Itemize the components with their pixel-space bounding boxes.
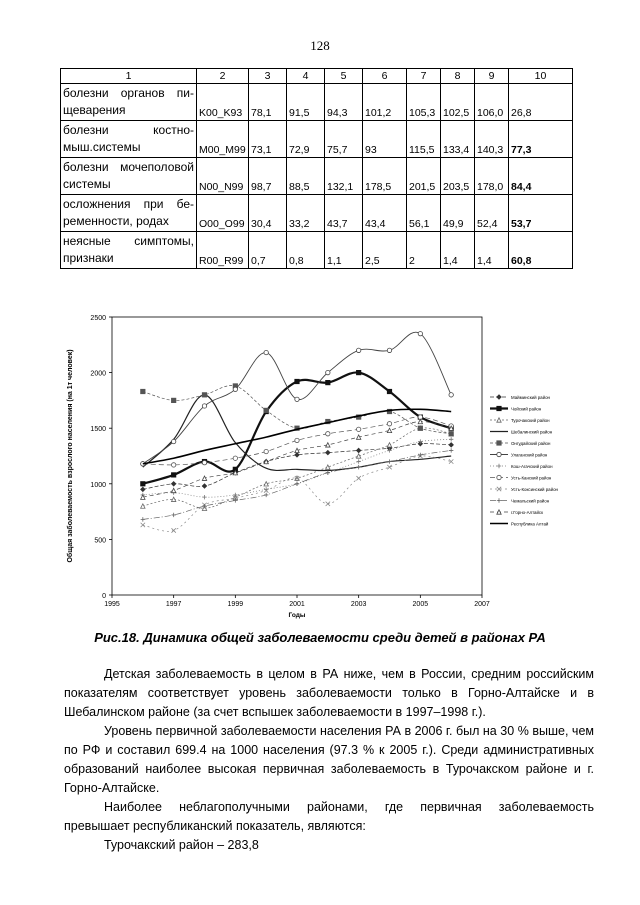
legend-label: Онгудайский район xyxy=(511,441,551,446)
series-group xyxy=(141,419,454,499)
icd-code-cell: N00_N99 xyxy=(197,158,249,195)
data-point xyxy=(497,452,501,456)
data-point xyxy=(171,482,175,486)
value-cell: 178,0 xyxy=(475,158,509,195)
data-point xyxy=(202,460,206,464)
data-point xyxy=(171,513,175,517)
paragraph: Уровень первичной заболеваемости населения РА в 2006 г. был на 30 % выше, чем по РФ и составил 699.4 на 1000 населения (97.3 % к 2005 г.). Среди административных образований наиболее высокая первичная заболеваемость в Турочакском районе и г. Горно-Алтайске. xyxy=(64,724,594,795)
data-point xyxy=(356,465,360,469)
data-point xyxy=(356,348,360,352)
data-point xyxy=(141,487,145,491)
data-point xyxy=(233,456,237,460)
x-tick-label: 2005 xyxy=(412,601,429,608)
value-cell: 0,8 xyxy=(287,232,325,269)
data-point xyxy=(295,482,299,486)
column-header: 3 xyxy=(249,69,287,84)
data-point xyxy=(497,406,501,410)
disease-name-cell: болезни костно-мыш.системы xyxy=(61,121,197,158)
data-point xyxy=(497,475,501,479)
legend-label: Чойский район xyxy=(511,406,542,412)
legend-label: Усть-Канский район xyxy=(511,475,552,481)
series-group xyxy=(141,415,454,467)
data-point xyxy=(202,484,206,488)
value-cell: 201,5 xyxy=(407,158,441,195)
data-point xyxy=(449,432,453,436)
legend-label: Кош-Агачский район xyxy=(511,464,553,469)
legend-label: Усть-Коксинский район xyxy=(511,487,558,492)
data-point xyxy=(264,493,268,497)
data-point xyxy=(497,498,501,502)
table-row xyxy=(61,232,573,269)
value-cell: 106,0 xyxy=(475,84,509,121)
data-point xyxy=(387,389,391,393)
value-cell: 52,4 xyxy=(475,195,509,232)
disease-name-cell: неясные симптомы, признаки xyxy=(61,232,197,269)
data-point xyxy=(356,448,360,452)
y-axis-label: Общая заболеваемость взрослого населения (на 1т человек) xyxy=(67,349,74,563)
x-tick-label: 1995 xyxy=(104,601,120,608)
y-tick-label: 1500 xyxy=(90,426,106,434)
value-cell: 91,5 xyxy=(287,84,325,121)
value-cell: 94,3 xyxy=(325,84,363,121)
value-cell: 115,5 xyxy=(407,121,441,158)
value-cell: 0,7 xyxy=(249,232,287,269)
data-point xyxy=(141,504,145,508)
table-header-row xyxy=(61,69,573,84)
data-point xyxy=(295,453,299,457)
y-tick-label: 0 xyxy=(102,593,106,600)
value-cell: 1,4 xyxy=(475,232,509,269)
value-cell: 88,5 xyxy=(287,158,325,195)
disease-name-cell: осложнения при бе-ременности, родах xyxy=(61,195,197,232)
chart-svg xyxy=(60,305,580,625)
table-row xyxy=(61,121,573,158)
value-cell: 49,9 xyxy=(441,195,475,232)
legend-label: г.Горно-Алтайск xyxy=(511,510,544,515)
data-point xyxy=(387,428,391,432)
data-point xyxy=(326,450,330,454)
value-cell: 77,3 xyxy=(509,121,573,158)
value-cell: 102,5 xyxy=(441,84,475,121)
column-header: 8 xyxy=(441,69,475,84)
data-point xyxy=(387,422,391,426)
data-point xyxy=(202,476,206,480)
figure-caption: Рис.18. Динамика общей заболеваемости среди детей в районах РА xyxy=(94,630,546,645)
value-cell: 105,3 xyxy=(407,84,441,121)
y-tick-label: 2500 xyxy=(90,315,106,322)
data-point xyxy=(418,419,422,423)
data-point xyxy=(326,370,330,374)
data-point xyxy=(497,441,501,445)
data-point xyxy=(497,464,501,468)
value-cell: 98,7 xyxy=(249,158,287,195)
data-point xyxy=(264,459,268,463)
data-point xyxy=(449,443,453,447)
data-point xyxy=(264,449,268,453)
data-point xyxy=(202,504,206,508)
data-point xyxy=(171,473,175,477)
morbidity-chart xyxy=(60,305,580,625)
value-cell: 73,1 xyxy=(249,121,287,158)
value-cell: 178,5 xyxy=(363,158,407,195)
data-point xyxy=(295,379,299,383)
value-cell: 43,7 xyxy=(325,195,363,232)
legend-label: Улаганский район xyxy=(511,452,548,458)
value-cell: 101,2 xyxy=(363,84,407,121)
data-point xyxy=(202,495,206,499)
data-point xyxy=(356,435,360,439)
legend-label: Шебалинский район xyxy=(511,429,553,435)
value-cell: 75,7 xyxy=(325,121,363,158)
data-point xyxy=(264,482,268,486)
x-tick-label: 2003 xyxy=(350,601,367,608)
data-point xyxy=(171,463,175,467)
table-row xyxy=(61,158,573,195)
data-point xyxy=(141,517,145,521)
table-row xyxy=(61,195,573,232)
data-point xyxy=(449,437,453,441)
value-cell: 1,1 xyxy=(325,232,363,269)
data-point xyxy=(233,387,237,391)
value-cell: 26,8 xyxy=(509,84,573,121)
value-cell: 93 xyxy=(363,121,407,158)
data-point xyxy=(171,398,175,402)
value-cell: 72,9 xyxy=(287,121,325,158)
y-tick-label: 1000 xyxy=(90,481,106,489)
data-point xyxy=(356,427,360,431)
value-cell: 33,2 xyxy=(287,195,325,232)
data-point xyxy=(497,510,501,514)
data-point xyxy=(326,432,330,436)
value-cell: 133,4 xyxy=(441,121,475,158)
column-header: 9 xyxy=(475,69,509,84)
icd-code-cell: R00_R99 xyxy=(197,232,249,269)
data-point xyxy=(295,448,299,452)
data-point xyxy=(387,348,391,352)
y-tick-label: 2000 xyxy=(90,370,106,378)
data-point xyxy=(387,443,391,447)
value-cell: 56,1 xyxy=(407,195,441,232)
page-number: 128 xyxy=(310,38,330,53)
icd-code-cell: K00_K93 xyxy=(197,84,249,121)
column-header: 5 xyxy=(325,69,363,84)
data-point xyxy=(418,331,422,335)
data-point xyxy=(326,380,330,384)
data-point xyxy=(356,370,360,374)
value-cell: 84,4 xyxy=(509,158,573,195)
data-point xyxy=(449,448,453,452)
table-row xyxy=(61,84,573,121)
legend-label: Республика Алтай xyxy=(511,521,549,527)
value-cell: 43,4 xyxy=(363,195,407,232)
legend-label: Чемальский район xyxy=(511,498,550,504)
x-tick-label: 2001 xyxy=(289,601,305,608)
data-point xyxy=(141,389,145,393)
value-cell: 60,8 xyxy=(509,232,573,269)
x-tick-label: 1999 xyxy=(227,601,244,608)
data-point xyxy=(264,408,268,412)
column-header: 2 xyxy=(197,69,249,84)
data-point xyxy=(356,476,360,480)
value-cell: 203,5 xyxy=(441,158,475,195)
disease-name-cell: болезни органов пи-щеварения xyxy=(61,84,197,121)
data-point xyxy=(418,426,422,430)
value-cell: 1,4 xyxy=(441,232,475,269)
data-point xyxy=(202,393,206,397)
data-point xyxy=(356,454,360,458)
legend-label: Майминский район xyxy=(511,395,550,400)
value-cell: 140,3 xyxy=(475,121,509,158)
column-header: 7 xyxy=(407,69,441,84)
paragraph: Наиболее неблагополучными районами, где первичная заболеваемость превышает республиканский показатель, являются: xyxy=(64,800,594,833)
data-point xyxy=(387,465,391,469)
paragraph: Детская заболеваемость в целом в РА ниже, чем в России, средним российским показателям соответствует уровень заболеваемости только в Горно-Алтайске и в Шебалинском районе (за счет вспышек заболеваемости в 1997–1998 г.). xyxy=(64,667,594,719)
data-point xyxy=(141,482,145,486)
series-group xyxy=(141,454,454,533)
data-point xyxy=(326,465,330,469)
data-point xyxy=(497,395,501,399)
disease-name-cell: болезни мочеполовой системы xyxy=(61,158,197,195)
icd-code-cell: O00_O99 xyxy=(197,195,249,232)
column-header: 6 xyxy=(363,69,407,84)
data-point xyxy=(202,404,206,408)
column-header: 4 xyxy=(287,69,325,84)
x-axis-label: Годы xyxy=(288,612,306,619)
column-header: 10 xyxy=(509,69,573,84)
data-point xyxy=(171,439,175,443)
data-point xyxy=(449,393,453,397)
value-cell: 30,4 xyxy=(249,195,287,232)
morbidity-table xyxy=(60,68,573,269)
value-cell: 132,1 xyxy=(325,158,363,195)
data-point xyxy=(295,438,299,442)
paragraph: Турочакский район – 283,8 xyxy=(104,838,259,852)
data-point xyxy=(171,488,175,492)
data-point xyxy=(497,418,501,422)
data-point xyxy=(264,350,268,354)
value-cell: 53,7 xyxy=(509,195,573,232)
value-cell: 2,5 xyxy=(363,232,407,269)
x-tick-label: 1997 xyxy=(165,601,182,608)
data-point xyxy=(171,497,175,501)
value-cell: 78,1 xyxy=(249,84,287,121)
column-header: 1 xyxy=(61,69,197,84)
legend-label: Турочакский район xyxy=(511,418,550,423)
data-point xyxy=(326,470,330,474)
icd-code-cell: M00_M99 xyxy=(197,121,249,158)
y-tick-label: 500 xyxy=(94,537,106,545)
data-point xyxy=(141,523,145,527)
x-tick-label: 2007 xyxy=(474,601,490,608)
value-cell: 2 xyxy=(407,232,441,269)
data-point xyxy=(295,397,299,401)
data-point xyxy=(356,459,360,463)
data-point xyxy=(387,459,391,463)
data-point xyxy=(141,495,145,499)
data-point xyxy=(326,443,330,447)
body-text xyxy=(64,665,594,855)
data-point xyxy=(171,528,175,532)
